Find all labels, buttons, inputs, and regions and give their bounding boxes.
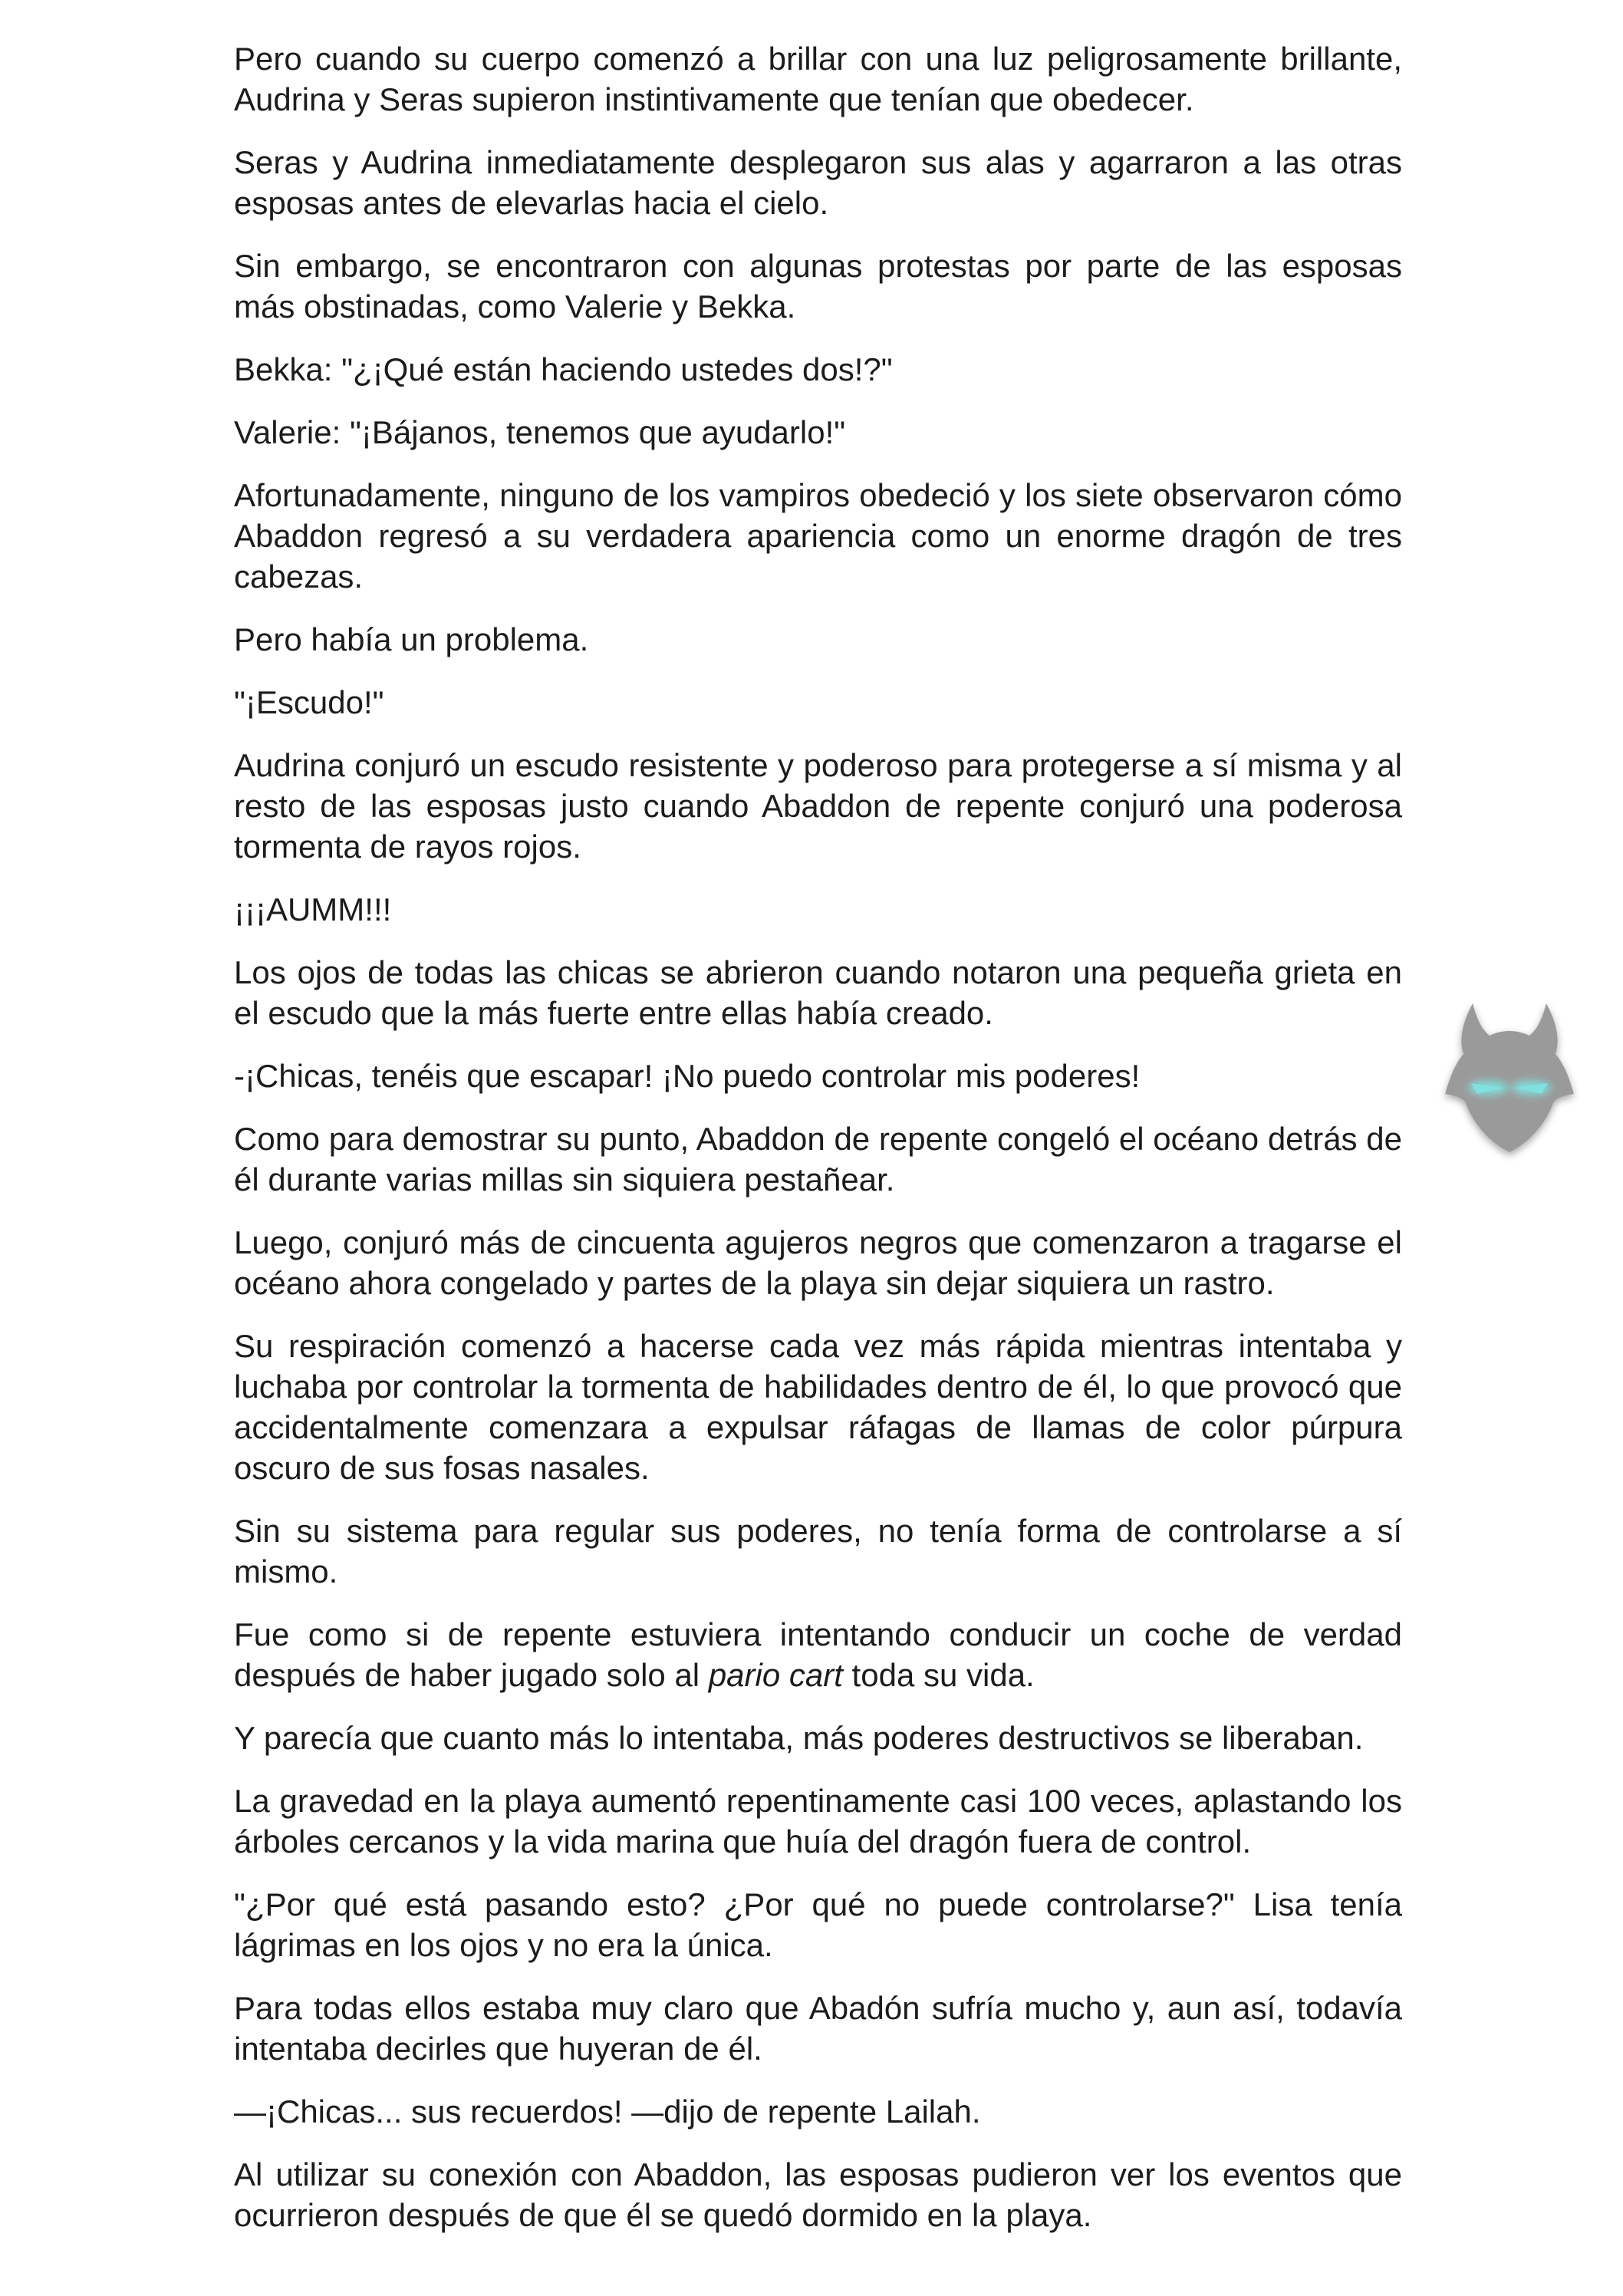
paragraph-16: Sin su sistema para regular sus poderes, no tenía forma de controlarse a sí mismo.	[234, 1513, 1402, 1589]
paragraph-1: Pero cuando su cuerpo comenzó a brillar con una luz peligrosamente brillante, Audrina y Seras supieron instintivamente que tenían que obedecer.	[234, 41, 1402, 117]
paragraph-17-end: toda su vida.	[842, 1657, 1035, 1693]
paragraph-19: La gravedad en la playa aumentó repentinamente casi 100 veces, aplastando los árboles cercanos y la vida marina que huía del dragón fuera de control.	[234, 1783, 1402, 1860]
paragraph-9: Audrina conjuró un escudo resistente y poderoso para protegerse a sí misma y al resto de las esposas justo cuando Abaddon de repente conjuró una poderosa tormenta de rayos rojos.	[234, 747, 1402, 865]
paragraph-11: Los ojos de todas las chicas se abrieron cuando notaron una pequeña grieta en el escudo que la más fuerte entre ellas había creado.	[234, 954, 1402, 1031]
paragraph-14: Luego, conjuró más de cincuenta agujeros negros que comenzaron a tragarse el océano ahora congelado y partes de la playa sin dejar siquiera un rastro.	[234, 1224, 1402, 1301]
paragraph-17	[234, 1614, 1402, 1695]
paragraph-7: Pero había un problema.	[234, 621, 589, 657]
paragraph-8: "¡Escudo!"	[234, 684, 384, 720]
document-body	[234, 38, 1402, 2258]
paragraph-6: Afortunadamente, ninguno de los vampiros obedeció y los siete observaron cómo Abaddon regresó a su verdadera apariencia como un enorme dragón de tres cabezas.	[234, 477, 1402, 595]
paragraph-13: Como para demostrar su punto, Abaddon de repente congeló el océano detrás de él durante varias millas sin siquiera pestañear.	[234, 1121, 1402, 1197]
paragraph-10: ¡¡¡AUMM!!!	[234, 891, 392, 927]
paragraph-21: Para todas ellos estaba muy claro que Abadón sufría mucho y, aun así, todavía intentaba decirles que huyeran de él.	[234, 1990, 1402, 2067]
paragraph-4: Bekka: "¿¡Qué están haciendo ustedes dos!?"	[234, 351, 893, 387]
paragraph-22: —¡Chicas... sus recuerdos! —dijo de repente Lailah.	[234, 2093, 981, 2130]
paragraph-2: Seras y Audrina inmediatamente desplegaron sus alas y agarraron a las otras esposas antes de elevarlas hacia el cielo.	[234, 144, 1402, 221]
paragraph-3: Sin embargo, se encontraron con algunas protestas por parte de las esposas más obstinadas, como Valerie y Bekka.	[234, 248, 1402, 324]
paragraph-23: Al utilizar su conexión con Abaddon, las esposas pudieron ver los eventos que ocurrieron después de que él se quedó dormido en la playa.	[234, 2156, 1402, 2233]
paragraph-15: Su respiración comenzó a hacerse cada vez más rápida mientras intentaba y luchaba por controlar la tormenta de habilidades dentro de él, lo que provocó que accidentalmente comenzara a expulsar ráfagas de llamas de color púrpura oscuro de sus fosas nasales.	[234, 1328, 1402, 1486]
paragraph-17-italic: pario cart	[708, 1657, 843, 1693]
paragraph-12: -¡Chicas, tenéis que escapar! ¡No puedo controlar mis poderes!	[234, 1058, 1141, 1094]
demon-head-icon	[1433, 990, 1586, 1166]
paragraph-20: "¿Por qué está pasando esto? ¿Por qué no puede controlarse?" Lisa tenía lágrimas en los ojos y no era la única.	[234, 1886, 1402, 1963]
paragraph-5: Valerie: "¡Bájanos, tenemos que ayudarlo!"	[234, 414, 846, 450]
paragraph-18: Y parecía que cuanto más lo intentaba, más poderes destructivos se liberaban.	[234, 1720, 1364, 1756]
paragraph-17-start: Fue como si de repente estuviera intentando conducir un coche de verdad después de haber jugado solo al	[234, 1616, 1402, 1693]
demon-head-shape	[1445, 1003, 1574, 1152]
